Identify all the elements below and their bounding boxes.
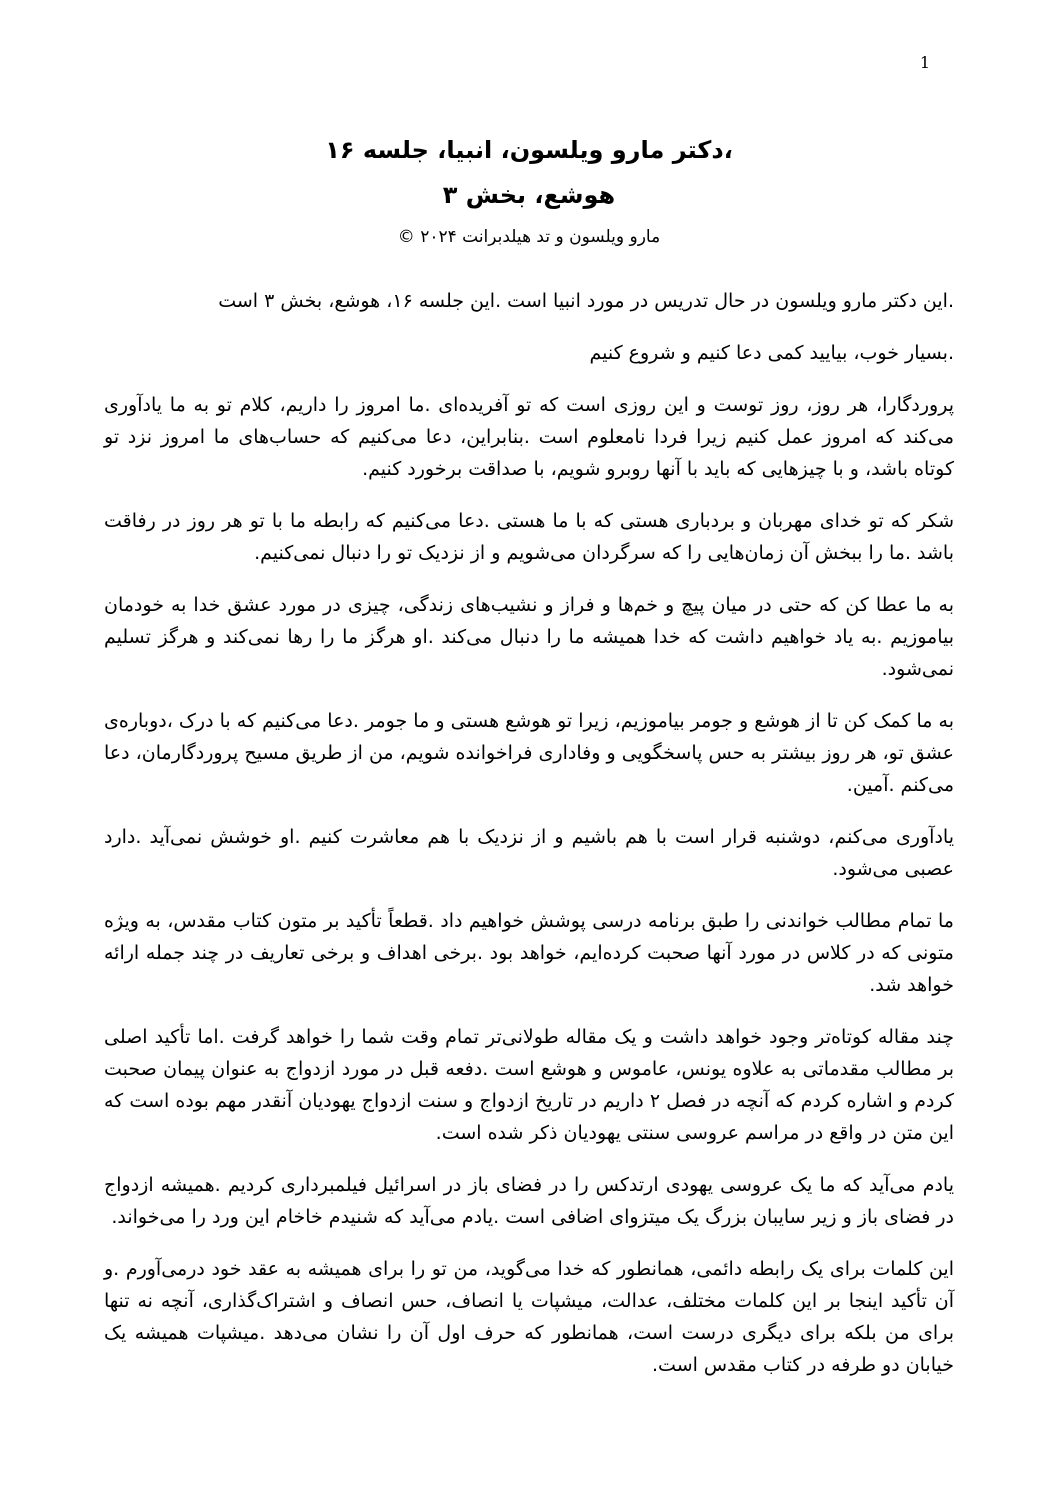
paragraph: به ما عطا کن که حتی در میان پیچ و خم‌ها و فراز و نشیب‌های زندگی، چیزی در مورد عشق خدا به خودمان بیاموزیم .به یاد خواهیم داشت که خدا همیشه ما را دنبال می‌کند .او هرگز ما را رها نمی‌کند و هرگز تسلیم نمی‌شود. bbox=[104, 594, 954, 680]
document-header bbox=[0, 0, 1058, 249]
document-title bbox=[0, 128, 1058, 218]
paragraph: .این دکتر مارو ویلسون در حال تدریس در مورد انبیا است .این جلسه ۱۶، هوشع، بخش ۳ است bbox=[218, 290, 954, 312]
document-body bbox=[0, 249, 1058, 1381]
paragraph: چند مقاله کوتاه‌تر وجود خواهد داشت و یک مقاله طولانی‌تر تمام وقت شما را خواهد گرفت .اما تأکید اصلی بر مطالب مقدماتی به علاوه یونس، عاموس و هوشع است .دفعه قبل در مورد ازدواج به عنوان پیمان صحبت کردم و اشاره کردم که آنچه در فصل ۲ داریم در تاریخ ازدواج و سنت ازدواج یهودیان آنقدر مهم بوده است که این متن در واقع در مراسم عروسی سنتی یهودیان ذکر شده است. bbox=[104, 1026, 954, 1144]
page-number: 1 bbox=[919, 53, 930, 72]
title-line-1: ،دکتر مارو ویلسون، انبیا، جلسه ۱۶ bbox=[325, 136, 733, 164]
paragraph: یادم می‌آید که ما یک عروسی یهودی ارتدکس را در فضای باز در اسرائیل فیلمبرداری کردیم .همیشه ازدواج در فضای باز و زیر سایبان بزرگ یک میتزوای اضافی است .یادم می‌آید که شنیدم خاخام این ورد را می‌خواند. bbox=[104, 1174, 954, 1228]
paragraph: به ما کمک کن تا از هوشع و جومر بیاموزیم، زیرا تو هوشع هستی و ما جومر .دعا می‌کنیم که با درک ،دوباره‌ی عشق تو، هر روز بیشتر به حس پاسخگویی و وفاداری فراخوانده شویم، من از طریق مسیح پروردگارمان، دعا می‌کنم .آمین. bbox=[104, 710, 954, 796]
copyright-line: مارو ویلسون و تد هیلدبرانت ۲۰۲۴ © bbox=[397, 227, 661, 247]
paragraph: شکر که تو خدای مهربان و بردباری هستی که با ما هستی .دعا می‌کنیم که رابطه ما با تو هر روز در رفاقت باشد .ما را ببخش آن زمان‌هایی را که سرگردان می‌شویم و از نزدیک تو را دنبال نمی‌کنیم. bbox=[104, 510, 954, 564]
title-line-2: هوشع، بخش ۳ bbox=[442, 181, 616, 209]
paragraph: این کلمات برای یک رابطه دائمی، همانطور که خدا می‌گوید، من تو را برای همیشه به عقد خود درمی‌آورم .و آن تأکید اینجا بر این کلمات مختلف، عدالت، میشپات یا انصاف، حس انصاف و اشتراک‌گذاری، آنچه نه تنها برای من بلکه برای دیگری درست است، همانطور که حرف اول آن را نشان می‌دهد .میشپات همیشه یک خیابان دو طرفه در کتاب مقدس است. bbox=[104, 1258, 954, 1376]
paragraph: ما تمام مطالب خواندنی را طبق برنامه درسی پوشش خواهیم داد .قطعاً تأکید بر متون کتاب مقدس، به ویژه متونی که در کلاس در مورد آنها صحبت کرده‌ایم، خواهد بود .برخی اهداف و برخی تعاریف در چند جمله ارائه خواهد شد. bbox=[104, 910, 954, 996]
paragraph: یادآوری می‌کنم، دوشنبه قرار است با هم باشیم و از نزدیک با هم معاشرت کنیم .او خوشش نمی‌آید .دارد عصبی می‌شود. bbox=[104, 826, 954, 880]
paragraph: .بسیار خوب، بیایید کمی دعا کنیم و شروع کنیم bbox=[589, 342, 954, 364]
paragraph: پروردگارا، هر روز، روز توست و این روزی است که تو آفریده‌ای .ما امروز را داریم، کلام تو به ما یادآوری می‌کند که امروز عمل کنیم زیرا فردا نامعلوم است .بنابراین، دعا می‌کنیم که حساب‌های ما امروز نزد تو کوتاه باشد، و با چیزهایی که باید با آنها روبرو شویم، با صداقت برخورد کنیم. bbox=[104, 394, 954, 480]
